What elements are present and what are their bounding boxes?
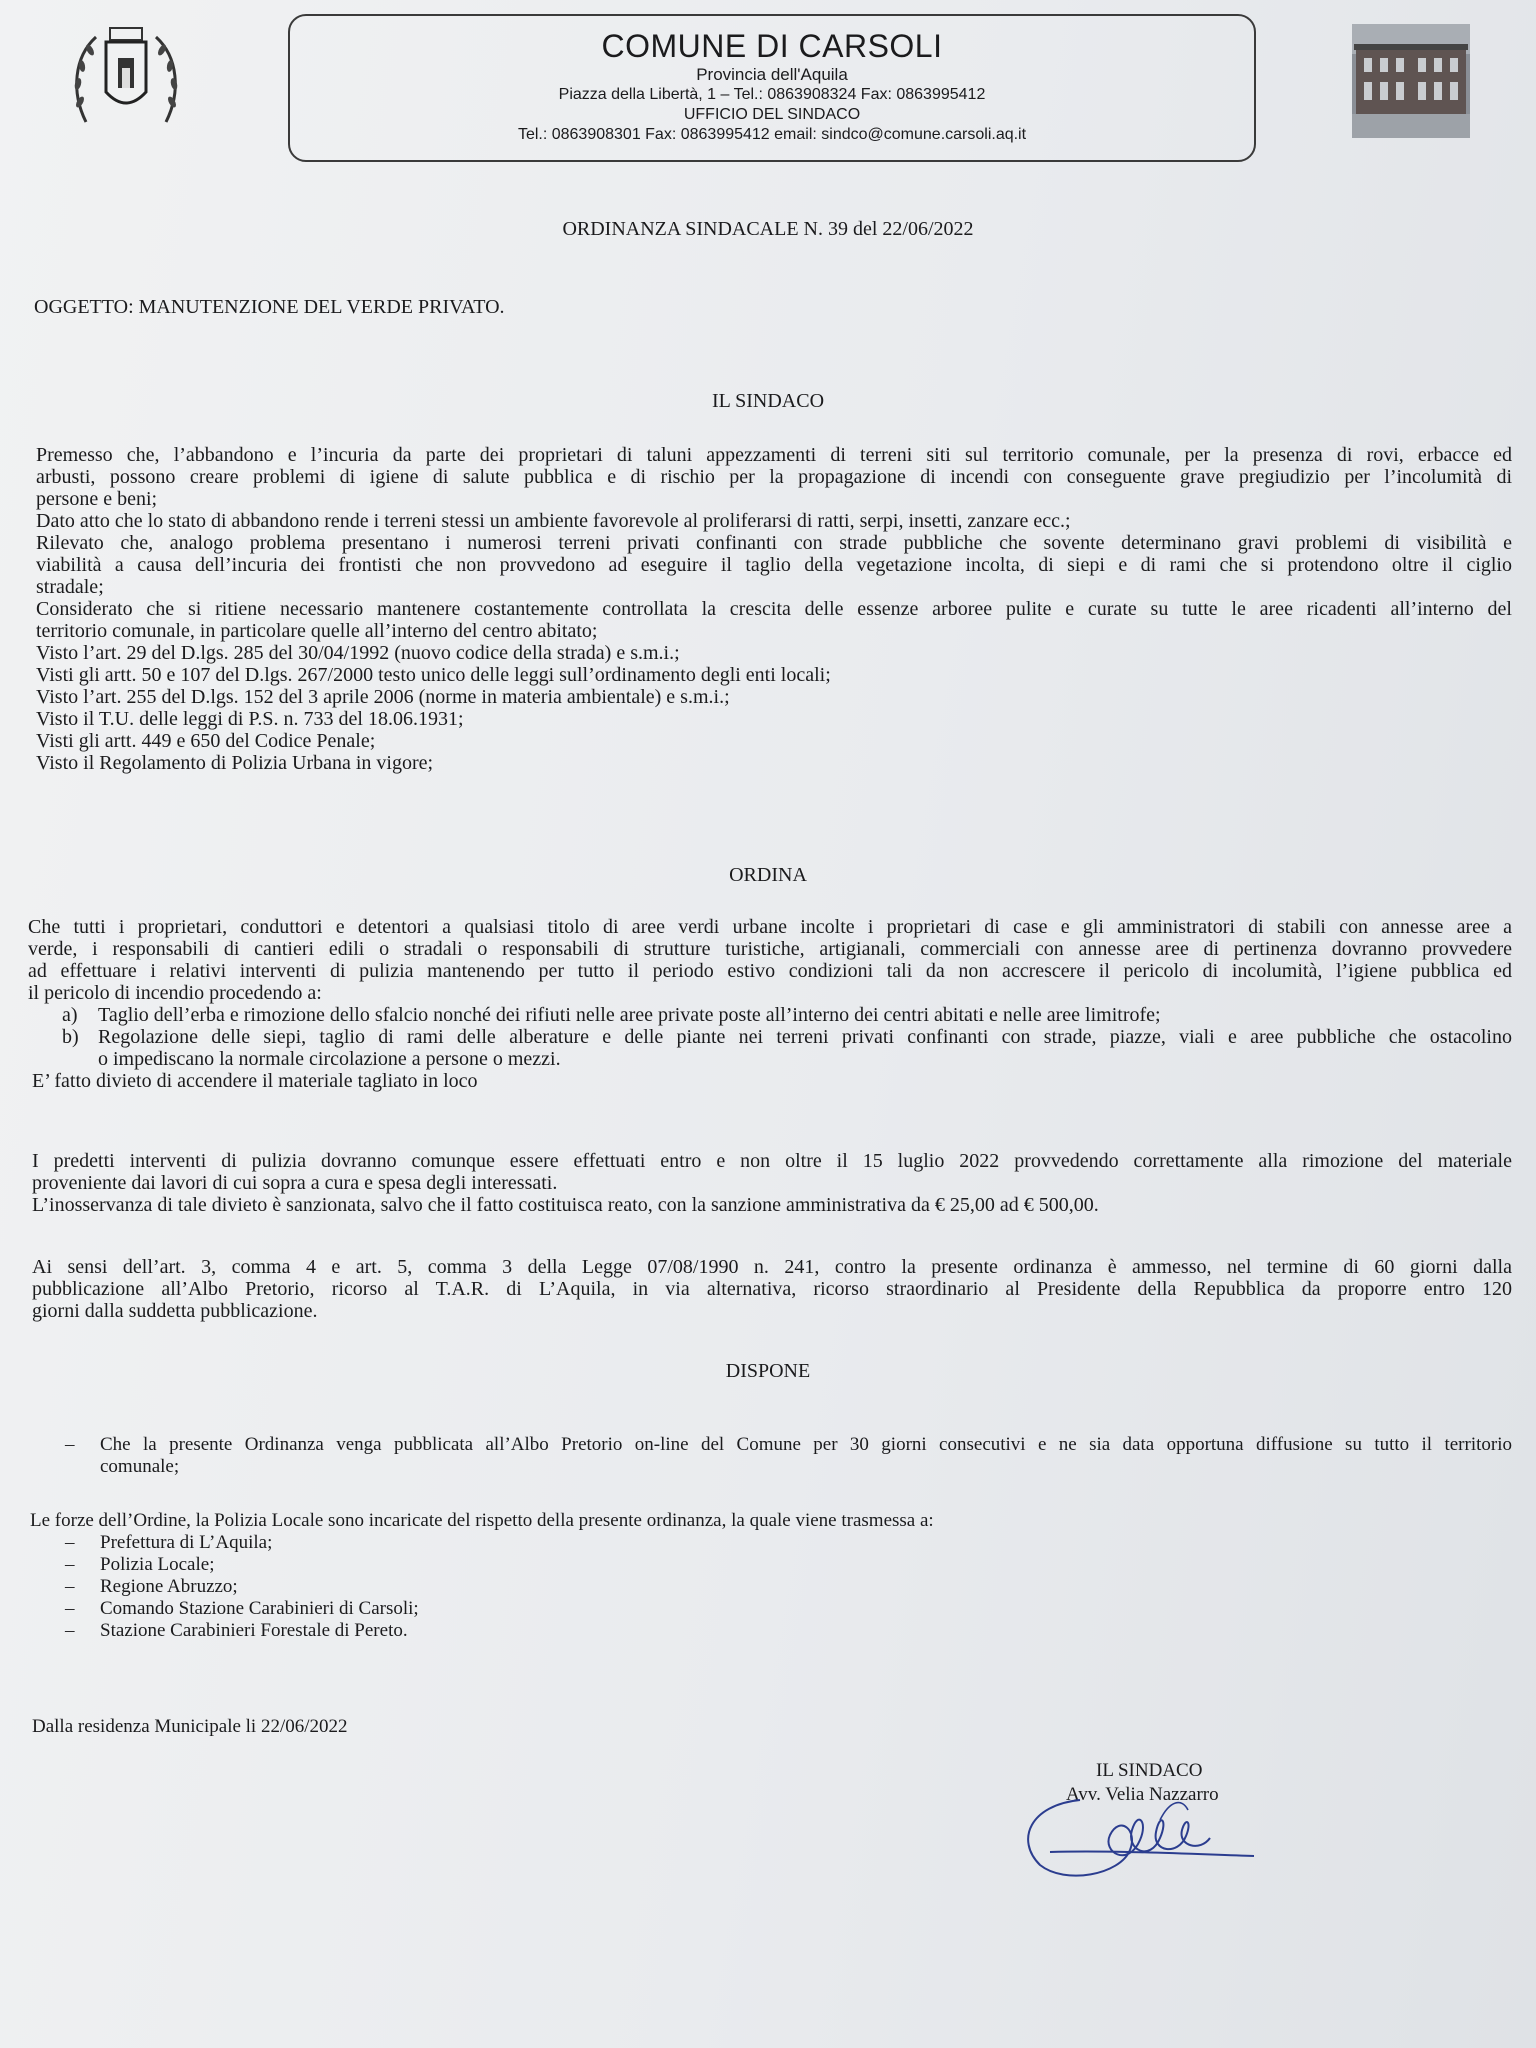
municipal-crest-icon — [66, 22, 186, 132]
item-b-text-cont: o impediscano la normale circolazione a persone o mezzi. — [98, 1048, 561, 1070]
place-date: Dalla residenza Municipale li 22/06/2022 — [32, 1716, 348, 1737]
item-b-text: Regolazione delle siepi, taglio di rami delle alberature e delle piante nei terreni privati confinanti con strade, piazze, viali e aree pubbliche che ostacolino — [98, 1026, 1512, 1048]
dispone-block — [30, 1434, 1512, 1478]
rilevato-line: Rilevato che, analogo problema presentano i numerosi terreni privati confinanti con strade pubbliche che sovente determinano gravi problemi di visibilità e — [36, 532, 1512, 554]
recipient-text: Regione Abruzzo; — [100, 1576, 238, 1597]
ordina-intro-line: verde, i responsabili di cantieri edili o stradali o responsabili di strutture turistiche, artigianali, commerciali con annesse aree di pertinenza dovranno provvedere — [28, 938, 1512, 960]
contacts-line: Tel.: 0863908301 Fax: 0863995412 email: sindco@comune.carsoli.aq.it — [517, 126, 1027, 143]
office-line: UFFICIO DEL SINDACO — [683, 106, 861, 123]
considerato-line: territorio comunale, in particolare quelle all’interno del centro abitato; — [36, 620, 598, 642]
divieto-line: E’ fatto divieto di accendere il materiale tagliato in loco — [32, 1070, 478, 1092]
dispone-heading: DISPONE — [725, 1360, 811, 1382]
visto-line: Visti gli artt. 50 e 107 del D.lgs. 267/2000 testo unico delle leggi sull’ordinamento degli enti locali; — [36, 664, 831, 686]
signer-title: IL SINDACO — [1096, 1760, 1203, 1781]
ordina-item-b — [28, 1026, 1512, 1048]
considerato-line: Considerato che si ritiene necessario mantenere costantemente controllata la crescita delle essenze arboree pulite e curate su tutte le aree ricadenti all’interno del — [36, 598, 1512, 620]
rilevato-line: stradale; — [36, 576, 104, 598]
forces-line: Le forze dell’Ordine, la Polizia Locale sono incaricate del rispetto della presente ordinanza, la quale viene trasmessa a: — [30, 1510, 934, 1531]
premesso-line: Premesso che, l’abbandono e l’incuria da parte dei proprietari di taluni appezzamenti di terreni siti sul territorio comunale, per la presenza di rovi, erbacce ed — [36, 444, 1512, 466]
visto-line: Visti gli artt. 449 e 650 del Codice Penale; — [36, 730, 376, 752]
recipient-item — [30, 1554, 1512, 1576]
dispone-item-cont: comunale; — [100, 1456, 180, 1477]
recipient-item — [30, 1576, 1512, 1598]
ordina-block — [28, 916, 1512, 1092]
premesso-line: persone e beni; — [36, 488, 158, 510]
signer-name: Avv. Velia Nazzarro — [1066, 1784, 1219, 1805]
recipient-item — [30, 1532, 1512, 1554]
address-line: Piazza della Libertà, 1 – Tel.: 0863908324 Fax: 0863995412 — [558, 86, 986, 103]
ordina-intro-line: ad effettuare i relativi interventi di pulizia mantenendo per tutto il periodo estivo condizioni tali da non accrescere il pericolo di incolumità, l’igiene pubblica ed — [28, 960, 1512, 982]
signature-icon — [1010, 1780, 1270, 1890]
visto-line: Visto il T.U. delle leggi di P.S. n. 733 del 18.06.1931; — [36, 708, 464, 730]
dato-atto-line: Dato atto che lo stato di abbandono rende i terreni stessi un ambiente favorevole al proliferarsi di ratti, serpi, insetti, zanzare ecc.; — [36, 510, 1071, 532]
appeal-block — [32, 1256, 1512, 1322]
appeal-line: pubblicazione all’Albo Pretorio, ricorso al T.A.R. di L’Aquila, in via alternativa, ricorso straordinario al Presidente della Repubblica da proporre entro 120 — [32, 1278, 1512, 1300]
visto-line: Visto l’art. 255 del D.lgs. 152 del 3 aprile 2006 (norme in materia ambientale) e s.m.i.; — [36, 686, 730, 708]
mayor-heading: IL SINDACO — [711, 390, 825, 412]
ordina-item-a — [28, 1004, 1512, 1026]
deadline-block — [32, 1150, 1512, 1216]
ordina-intro-line: Che tutti i proprietari, conduttori e detentori a qualsiasi titolo di aree verdi urbane incolte i proprietari di case e gli amministratori di stabili con annesse aree a — [28, 916, 1512, 938]
premesso-line: arbusti, possono creare problemi di igiene di salute pubblica e di rischio per la propagazione di incendi con conseguente grave pregiudizio per l’incolumità di — [36, 466, 1512, 488]
premises-block — [36, 444, 1512, 774]
visto-line: Visto l’art. 29 del D.lgs. 285 del 30/04/1992 (nuovo codice della strada) e s.m.i.; — [36, 642, 680, 664]
dash-marker: – — [65, 1576, 75, 1597]
recipient-text: Stazione Carabinieri Forestale di Pereto. — [100, 1620, 408, 1641]
recipients-block — [30, 1510, 1512, 1642]
item-a-marker: a) — [62, 1004, 78, 1026]
ordinance-number: ORDINANZA SINDACALE N. 39 del 22/06/2022 — [562, 218, 974, 240]
appeal-line: giorni dalla suddetta pubblicazione. — [32, 1300, 318, 1322]
subject: OGGETTO: MANUTENZIONE DEL VERDE PRIVATO. — [34, 296, 505, 318]
dispone-item-text: Che la presente Ordinanza venga pubblicata all’Albo Pretorio on-line del Comune per 30 giorni consecutivi e ne sia data opportuna diffusione su tutto il territorio — [100, 1434, 1512, 1455]
recipient-item — [30, 1598, 1512, 1620]
recipient-item — [30, 1620, 1512, 1642]
ordina-intro-line: il pericolo di incendio procedendo a: — [28, 982, 322, 1004]
dash-marker: – — [65, 1532, 75, 1553]
sanction-line: L’inosservanza di tale divieto è sanzionata, salvo che il fatto costituisca reato, con la sanzione amministrativa da € 25,00 ad € 500,00. — [32, 1194, 1099, 1216]
deadline-line: I predetti interventi di pulizia dovranno comunque essere effettuati entro e non oltre il 15 luglio 2022 provvedendo correttamente alla rimozione del materiale — [32, 1150, 1512, 1172]
recipient-text: Comando Stazione Carabinieri di Carsoli; — [100, 1598, 419, 1619]
rilevato-line: viabilità a causa dell’incuria dei frontisti che non provvedono ad eseguire il taglio della vegetazione incolta, di siepi e di rami che si protendono oltre il ciglio — [36, 554, 1512, 576]
recipient-text: Prefettura di L’Aquila; — [100, 1532, 273, 1553]
appeal-line: Ai sensi dell’art. 3, comma 4 e art. 5, comma 3 della Legge 07/08/1990 n. 241, contro la presente ordinanza è ammesso, nel termine di 60 giorni dalla — [32, 1256, 1512, 1278]
letterhead — [288, 14, 1256, 162]
dash-marker: – — [65, 1554, 75, 1575]
deadline-line: proveniente dai lavori di cui sopra a cura e spesa degli interessati. — [32, 1172, 558, 1194]
visto-line: Visto il Regolamento di Polizia Urbana in vigore; — [36, 752, 434, 774]
town-hall-photo-icon — [1352, 24, 1470, 138]
recipient-text: Polizia Locale; — [100, 1554, 215, 1575]
item-a-text: Taglio dell’erba e rimozione dello sfalcio nonché dei rifiuti nelle aree private poste all’interno dei centri abitati e nelle aree limitrofe; — [98, 1004, 1161, 1026]
provincia: Provincia dell'Aquila — [696, 65, 848, 84]
dispone-item — [30, 1434, 1512, 1456]
item-b-marker: b) — [62, 1026, 79, 1048]
dash-marker: – — [65, 1620, 75, 1641]
dash-marker: – — [65, 1434, 75, 1455]
ordina-heading: ORDINA — [729, 864, 807, 886]
dash-marker: – — [65, 1598, 75, 1619]
comune-name: COMUNE DI CARSOLI — [601, 28, 943, 64]
